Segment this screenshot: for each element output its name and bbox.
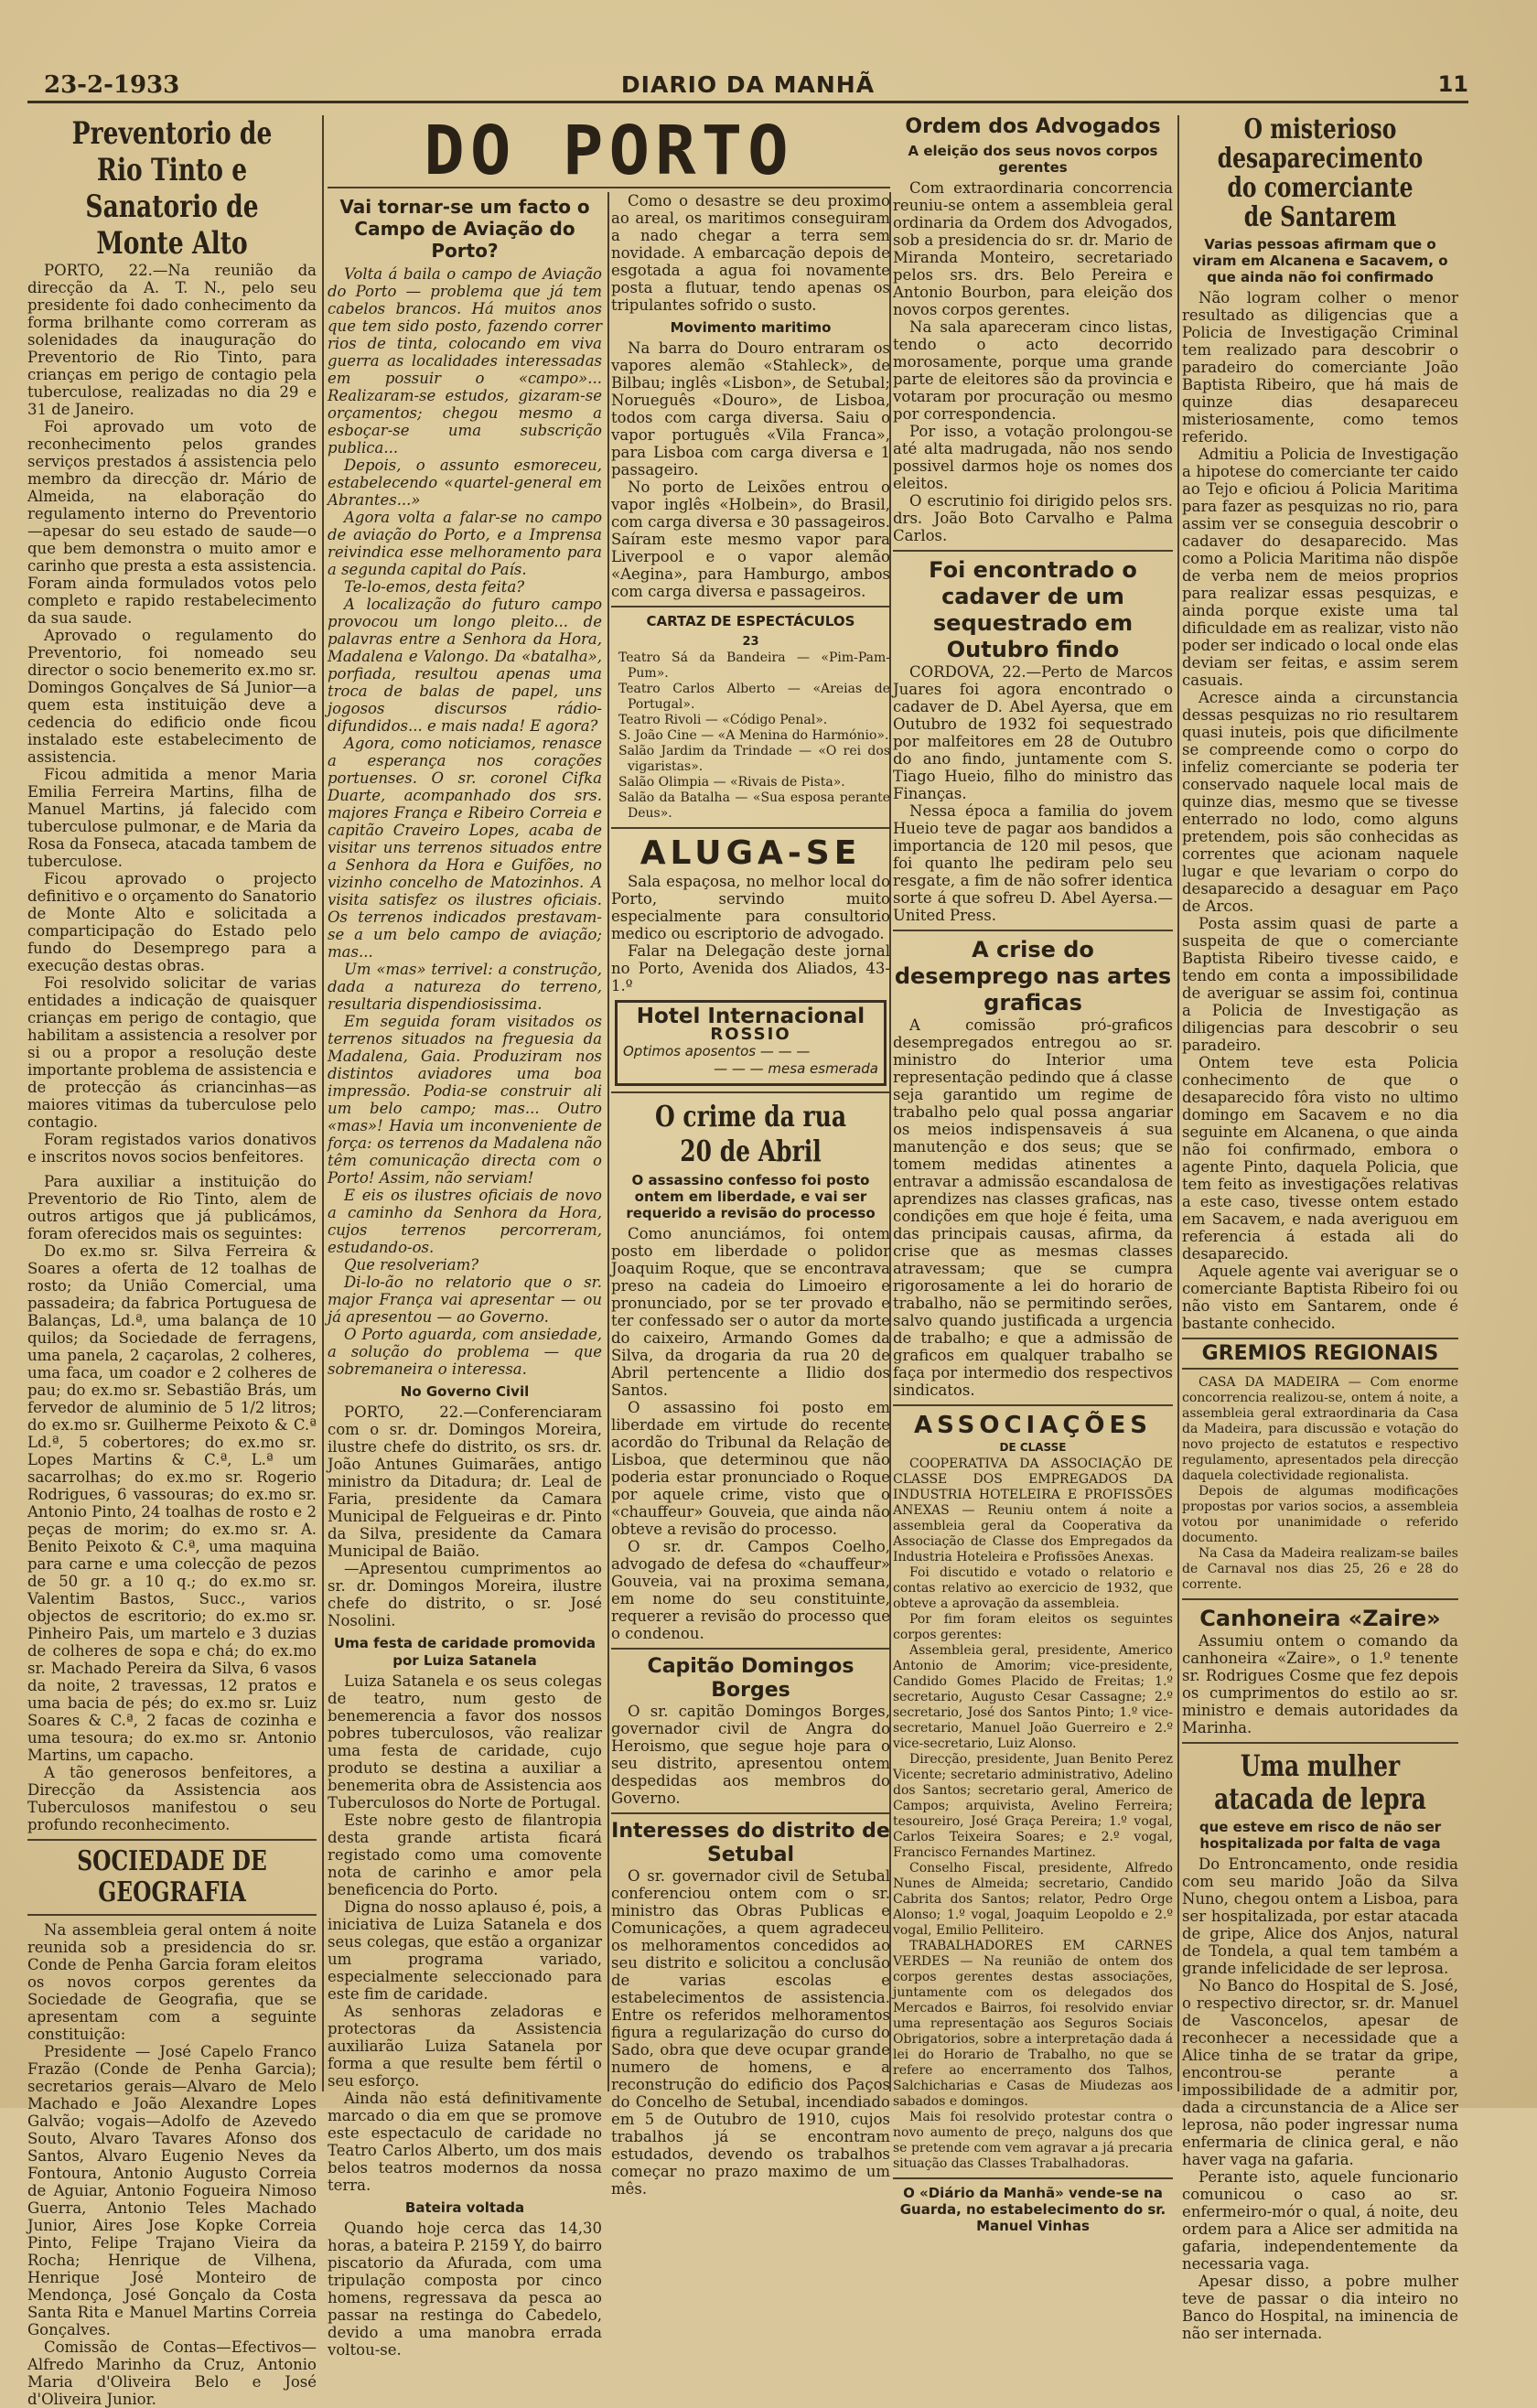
paragraph: Na sala apareceram cinco listas, tendo o acto decorrido morosamente, porque uma grande parte de eleitores são da provincia e votaram por procuração ou mesmo por correspondencia. <box>893 318 1173 423</box>
paragraph: Para auxiliar a instituição do Preventorio de Rio Tinto, alem de outros artigos que já publicámos, foram oferecidos mais os seguintes: <box>27 1173 317 1242</box>
column-rule <box>607 192 609 2091</box>
section-title: GREMIOS REGIONAIS <box>1201 1342 1439 1365</box>
masthead <box>27 64 1468 103</box>
paragraph: A localização do futuro campo provocou um longo pleito... de palavras entre a Senhora da Hora, Madalena e Valongo. Da «batalha», porfiada, resultou apenas uma troca de balas de papel, uns jogosos discursos rádio-difundidos... e mais nada! E agora? <box>328 596 602 735</box>
paragraph: Do Entroncamento, onde residia com seu marido João da Silva Nuno, chegou ontem a Lisboa, para ser hospitalizada, por estar atacada de gripe, Alice dos Anjos, natural de Tondela, a qual tem também a grande infelicidade de ser leprosa. <box>1182 1855 1458 1977</box>
paragraph: Apesar disso, a pobre mulher teve de passar o dia inteiro no Banco do Hospital, na iminencia de não ser internada. <box>1182 2273 1458 2342</box>
article-title: Foi encontrado o cadaver de um sequestrado em Outubro findo <box>929 557 1137 662</box>
newspaper-name: DIARIO DA MANHÃ <box>620 71 876 98</box>
section-heading: CARTAZ DE ESPECTÁCULOS <box>646 613 855 629</box>
section-heading: Uma festa de caridade promovida por Luiza Satanela <box>333 1635 597 1669</box>
divider <box>1182 1368 1458 1370</box>
hotel-line: — — — mesa esmerada <box>714 1060 878 1077</box>
paragraph: Conselho Fiscal, presidente, Alfredo Nunes de Almeida; secretario, Candido Cabrita dos Santos; relator, Pedro Orge Alonso; 1.º vogal, Joaquim Leopoldo e 2.º vogal, Emilio Pelliteiro. <box>893 1861 1173 1938</box>
divider <box>611 606 890 607</box>
article-title: Preventorio de Rio Tinto e Sanatorio de Monte Alto <box>71 115 273 262</box>
paragraph: Ficou aprovado o projecto definitivo e o orçamento do Sanatorio de Monte Alto e solicitada a comparticipação do Estado pelo fundo do Desemprego para a execução destas obras. <box>27 870 317 974</box>
paragraph: O sr. dr. Campos Coelho, advogado de defesa do «chauffeur» Gouveia, vai na proxima semana, em nome do seu constituinte, requerer a revisão do processo que o condenou. <box>611 1538 890 1642</box>
article-title: Uma mulher atacada de lepra <box>1214 1748 1426 1816</box>
paragraph: Sala espaçosa, no melhor local do Porto, servindo muito especialmente para consultorio medico ou escriptorio de advogado. <box>611 873 890 942</box>
paragraph: Com extraordinaria concorrencia reuniu-se ontem a assembleia geral ordinaria da Ordem dos Advogados, sob a presidencia do sr. dr. Mario de Miranda Monteiro, secretariado pelos srs. drs. Belo Pereira e Antonio Bourbon, para eleição dos novos corpos gerentes. <box>893 179 1173 318</box>
article-title: SOCIEDADE DE GEOGRAFIA <box>77 1845 267 1908</box>
paragraph: Este nobre gesto de filantropia desta grande artista ficará registado como uma comovente nota de carinho e amor pela beneficencia do Porto. <box>328 1811 602 1898</box>
paragraph: Na barra do Douro entraram os vapores alemão «Stahleck», de Bilbau; inglês «Lisbon», de Setubal; Norueguês «Douro», de Lisboa, todos com carga diversa. Saiu o vapor português «Vila Franca», para Lisboa com carga diversa e 1 passageiro. <box>611 339 890 478</box>
paragraph: Depois, o assunto esmoreceu, estabelecendo «quartel-general em Abrantes...» <box>328 457 602 509</box>
section-heading: Movimento maritimo <box>670 319 832 336</box>
paragraph: Acresce ainda a circunstancia dessas pesquizas no rio resultarem quasi inuteis, pois que dificilmente se compreende como o corpo do infeliz comerciante se poderia ter conservado naquele local mais de quinze dias, mesmo que se tivesse enterrado no lodo, como alguns pretendem, pois são conhecidas as correntes que acionam naquele lugar e que levariam o corpo do desaparecido a desaguar em Paço de Arcos. <box>1182 689 1458 915</box>
paragraph: Di-lo-ão no relatorio que o sr. major França vai apresentar — ou já apresentou — ao Governo. <box>328 1274 602 1326</box>
paragraph: Nessa época a familia do jovem Hueio teve de pagar aos bandidos a importancia de 120 mil pesos, que foi quanto lhe pediram pelo seu resgate, a fim de não sofrer identica sorte á que sofreu D. Abel Ayersa.—United Press. <box>893 802 1173 924</box>
paragraph: A tão generosos benfeitores, a Direcção da Assistencia aos Tuberculosos manifestou o seu profundo reconhecimento. <box>27 1764 317 1833</box>
section-heading: Bateira voltada <box>404 2199 525 2216</box>
paragraph: E eis os ilustres oficiais de novo a caminho da Senhora da Hora, cujos terrenos percorreram, estudando-os. <box>328 1187 602 1256</box>
divider <box>1182 1338 1458 1339</box>
section-heading: No Governo Civil <box>400 1383 530 1400</box>
divider <box>611 827 890 829</box>
divider <box>611 1648 890 1650</box>
paragraph: Não logram colher o menor resultado as diligencias que a Policia de Investigação Criminal tem realizado para descobrir o paradeiro do comerciante João Baptista Ribeiro, que há mais de quinze dias desapareceu misteriosamente, como temos referido. <box>1182 289 1458 446</box>
section-subtitle: DE CLASSE <box>999 1441 1067 1454</box>
divider <box>1182 1598 1458 1600</box>
paragraph: TRABALHADORES EM CARNES VERDES — Na reunião de ontem dos corpos gerentes destas associações, juntamente com os delegados dos Mercados e Bairros, foi resolvido enviar uma representação aos Seguros Sociais Obrigatorios, sobre a interpretação dada á lei do Horario de Trabalho, no que se refere ao encerramento dos Talhos, Salchicharias e Casas de Miudezas aos sabados e domingos. <box>893 1939 1173 2109</box>
cartaz-entry: Salão Olimpia — «Rivais de Pista». <box>618 775 845 790</box>
paragraph: O sr. governador civil de Setubal conferenciou ontem com o sr. ministro das Obras Publicas e Comunicações, a quem agradeceu os melhoramentos concedidos ao seu distrito e solicitou a conclusão de varias escolas e estabelecimentos de assistencia. Entre os referidos melhoramentos figura a regularização do curso do Sado, obra que deve ocupar grande numero de homens, e a reconstrução do edificio dos Paços do Concelho de Setubal, incendiado em 5 de Outubro de 1910, cujos trabalhos já se encontram estudados, devendo os trabalhos começar no prazo maximo de um mês. <box>611 1867 890 2198</box>
article-title: O misterioso desaparecimento do comerciante de Santarem <box>1217 113 1424 233</box>
cartaz-entry: Teatro Sá da Bandeira — «Pim-Pam-Pum». <box>618 650 890 681</box>
article-subtitle: A eleição dos seus novos corpos gerentes <box>908 143 1158 176</box>
paragraph: Falar na Delegação deste jornal no Porto, Avenida dos Aliados, 43-1.º <box>611 942 890 994</box>
paragraph: Admitiu a Policia de Investigação a hipotese do comerciante ter caido ao Tejo e oficiou á Policia Maritima para fazer as pesquizas no rio, para assim ver se conseguia descobrir o cadaver do desaparecido. Mas como a Policia Maritima não dispõe de verba nem de meios proprios para realizar essas pesquizas, e ainda porque existe uma tal dificuldade em as realizar, visto não poder ser indicado o local onde elas deviam ser feitas, e assim serem casuais. <box>1182 446 1458 689</box>
paragraph: Na Casa da Madeira realizam-se bailes de Carnaval nos dias 25, 26 e 28 do corrente. <box>1182 1546 1458 1592</box>
divider <box>611 1091 890 1093</box>
paragraph: COOPERATIVA DA ASSOCIAÇÃO DE CLASSE DOS EMPREGADOS DA INDUSTRIA HOTELEIRA E PROFISSÕES ANEXAS — Reuniu ontem á noite a assembleia geral da Cooperativa da Associação de Classe dos Empregados da Industria Hoteleira e Profissões Anexas. <box>893 1457 1173 1564</box>
paragraph: Um «mas» terrivel: a construção, dada a natureza do terreno, resultaria dispendiosissima. <box>328 961 602 1013</box>
paragraph: Aquele agente vai averiguar se o comerciante Baptista Ribeiro foi ou não visto em Santarem, onde é bastante conhecido. <box>1182 1263 1458 1332</box>
issue-date: 23-2-1933 <box>44 71 180 99</box>
paragraph: O assassino foi posto em liberdade em virtude do recente acordão do Tribunal da Relação de Lisboa, que determinou que não poderia estar pronunciado o Roque por aquele crime, visto que o «chauffeur» Gouveia, que ainda não obteve a revisão do processo. <box>611 1399 890 1538</box>
paragraph: Mais foi resolvido protestar contra o novo aumento de preço, nalguns dos que se pretende com vem agravar a já precaria situação das Classes Trabalhadoras. <box>893 2110 1173 2171</box>
column-rule <box>322 115 324 2091</box>
column-4 <box>893 115 1173 2234</box>
cartaz-entry: Salão Jardim da Trindade — «O rei dos vigaristas». <box>618 744 890 774</box>
divider <box>893 930 1173 931</box>
paragraph: O sr. capitão Domingos Borges, governador civil de Angra do Heroismo, que segue hoje para o seu distrito, apresentou ontem despedidas aos membros do Governo. <box>611 1703 890 1807</box>
paragraph: O Porto aguarda, com ansiedade, a solução do problema — que sobremaneira o interessa. <box>328 1326 602 1378</box>
paragraph: A comissão pró-graficos desempregados entregou ao sr. ministro do Interior uma representação pedindo que á classe seja garantido um regime de trabalho pelo qual possa angariar os meios indispensaveis á sua manutenção e dos seus; que se tomem medidas atinentes a entravar a admissão escandalosa de aprendizes nas classes graficas, nas condições em que hoje é feita, uma das principais causas, afirma, da crise que as mesmas classes atravessam; que se cumpra rigorosamente a lei do horario de trabalho, não se permitindo serões, salvo quando justificada a urgencia de trabalho; e que a admissão de graficos em qualquer trabalho se faça por intermedio dos respectivos sindicatos. <box>893 1016 1173 1399</box>
article-title: A crise do desemprego nas artes graficas <box>894 937 1172 1016</box>
paragraph: Foi aprovado um voto de reconhecimento pelos grandes serviços prestados á assistencia pelo membro da direcção dr. Mário de Almeida, na elaboração do regulamento interno do Preventorio—apesar do seu estado de saude—o que bem demonstra o muito amor e carinho que presta a esta assistencia. Foram ainda formulados votos pelo completo e rapido restabelecimento da sua saude. <box>27 418 317 627</box>
paragraph: —Apresentou cumprimentos ao sr. dr. Domingos Moreira, ilustre chefe do distrito, o sr. José Nosolini. <box>328 1560 602 1629</box>
divider <box>1182 1742 1458 1744</box>
cartaz-day: 23 <box>742 635 759 649</box>
section-banner: DO PORTO <box>328 115 890 188</box>
divider <box>893 1404 1173 1406</box>
paragraph: Agora, como noticiamos, renasce a esperança nos corações portuenses. O sr. coronel Cifka Duarte, acompanhado dos srs. majores França e Ribeiro Correia e capitão Craveiro Lopes, acaba de visitar uns terrenos situados entre a Senhora da Hora e Guifões, no vizinho concelho de Matozinhos. A visita satisfez os ilustres oficiais. Os terrenos indicados prestavam-se a um belo campo de aviação; mas... <box>328 735 602 961</box>
paragraph: Do ex.mo sr. Silva Ferreira & Soares a oferta de 12 toalhas de rosto; da União Comercial, uma passadeira; da fabrica Portuguesa de Balanças, Ld.ª, uma balança de 10 quilos; da Sociedade de ferragens, uma panela, 2 caçarolas, 2 colheres, uma faca, um coador e 2 colheres de pau; do ex.mo sr. Sebastião Brás, um fervedor de aluminio de 5 1/2 litros; do ex.mo sr. Guilherme Peixoto & C.ª Ld.ª, 5 cobertores; do ex.mo sr. Lopes Martins & C.ª, L.ª um sacarrolhas; do ex.mo sr. Rogerio Rodrigues, 6 vassouras; do ex.mo sr. Antonio Pinto, 24 toalhas de rosto e 2 peças de morim; do ex.mo sr. A. Benito Peixoto & C.ª, uma maquina para carne e uma colecção de pezos de 50 gr. a 10 q.; do ex.mo sr. Valentim Bastos, Succ., varios objectos de escritorio; do ex.mo sr. Pinheiro Pais, um martelo e 3 duzias de colheres de sopa e chá; do ex.mo sr. Machado Pereira da Silva, 6 vasos da noite, 2 travessas, 12 pratos e uma bacia de pés; do ex.mo sr. Luiz Soares & C.ª, 2 facas de cozinha e uma tesoura; do ex.mo sr. Antonio Martins, um capacho. <box>27 1242 317 1764</box>
paragraph: No porto de Leixões entrou o vapor inglês «Holbein», do Brasil, com carga diversa e 30 passageiros. Saíram este mesmo vapor para Liverpool e o vapor alemão «Aegina», para Hamburgo, ambos com carga diversa e passageiros. <box>611 478 890 600</box>
column-rule <box>1177 115 1179 2091</box>
page-number: 11 <box>1437 71 1468 97</box>
divider <box>893 2177 1173 2179</box>
paragraph: Como anunciámos, foi ontem posto em liberdade o polidor Joaquim Roque, que se encontrava preso na cadeia do Limoeiro e pronunciado, por se ter provado e ter confessado ser o autor da morte do caixeiro, Armando Gomes da Silva, da drogaria da rua 20 de Abril pertencente a Ilidio dos Santos. <box>611 1225 890 1399</box>
paragraph: Perante isto, aquele funcionario comunicou o caso ao sr. enfermeiro-mór o qual, á noite, deu ordem para a Alice ser admitida na gafaria, independentemente da necessaria vaga. <box>1182 2168 1458 2273</box>
article-title: Canhoneira «Zaire» <box>1199 1606 1441 1631</box>
article-subtitle: Varias pessoas afirmam que o viram em Alcanena e Sacavem, o que ainda não foi confirmado <box>1192 236 1448 285</box>
paragraph: Posta assim quasi de parte a suspeita de que o comerciante Baptista Ribeiro tivesse caido, e tendo em conta a impossibilidade de averiguar se assim foi, continua a Policia de Investigação as diligencias para descobrir o seu paradeiro. <box>1182 915 1458 1054</box>
paragraph: Volta á baila o campo de Aviação do Porto — problema que já tem cabelos brancos. Há muitos anos que tem sido posto, fazendo correr rios de tinta, colocando em viva guerra as localidades interessadas em possuir o «campo»... Realizaram-se estudos, gizaram-se orçamentos; chegou mesmo a esboçar-se uma subscrição publica... <box>328 265 602 457</box>
paragraph: Foi resolvido solicitar de varias entidades a indicação de quaisquer crianças em perigo de contagio, que habilitam a assistencia a resolver por si ou a propor a resolução deste importante problema de assistencia e de protecção ás criancinhas—as maiores vitimas da tuberculose pelo contagio. <box>27 974 317 1131</box>
paragraph: Foram registados varios donativos e inscritos novos socios benfeitores. <box>27 1131 317 1166</box>
article-subtitle: que esteve em risco de não ser hospitalizada por falta de vaga <box>1198 1819 1442 1852</box>
paragraph: PORTO, 22.—Na reunião da direcção da A. T. N., pelo seu presidente foi dado conhecimento da forma brilhante como correram as solenidades da inauguração do Preventorio de Rio Tinto, para crianças em perigo de contagio pela tuberculose, realizadas no dia 29 e 31 de Janeiro. <box>27 262 317 418</box>
column-1 <box>27 115 317 2408</box>
paragraph: Presidente — José Capelo Franco Frazão (Conde de Penha Garcia); secretarios gerais—Alvaro de Melo Machado e João Alexandre Lopes Galvão; vogais—Adolfo de Azevedo Souto, Alvaro Tavares Afonso dos Santos, Alvaro Eugenio Neves da Fontoura, Antonio Augusto Correia de Aguiar, Antonio Fogueira Nimoso Guerra, Antonio Teles Machado Junior, Aires Jose Kopke Correia Pinto, Felipe Trajano Vieira da Rocha; Henrique de Vilhena, Henrique José Monteiro de Mendonça, José Gonçalo da Costa Santa Rita e Manuel Martins Correia Gonçalves. <box>27 2043 317 2338</box>
article-title: Ordem dos Advogados <box>905 115 1161 138</box>
paragraph: Assumiu ontem o comando da canhoneira «Zaire», o 1.º tenente sr. Rodrigues Cosme que fez depois os cumprimentos do estilo ao sr. ministro e demais autoridades da Marinha. <box>1182 1632 1458 1736</box>
paragraph: Por fim foram eleitos os seguintes corpos gerentes: <box>893 1612 1173 1642</box>
paragraph: Luiza Satanela e os seus colegas de teatro, num gesto de benemerencia a favor dos nossos pobres tuberculosos, vão realizar uma festa de caridade, cujo produto se destina a auxiliar a benemerita obra de Assistencia aos Tuberculosos do Norte de Portugal. <box>328 1672 602 1811</box>
paragraph: Aprovado o regulamento do Preventorio, foi nomeado seu director o socio benemerito ex.mo sr. Domingos Gonçalves de Sá Junior—a quem esta instituição deve a cedencia do edificio onde ficou instalado este estabelecimento de assistencia. <box>27 627 317 766</box>
paragraph: Direcção, presidente, Juan Benito Perez Vicente; secretario administrativo, Adelino dos Santos; secretario geral, Americo de Campos; arquivista, Avelino Ferreira; tesoureiro, José Graça Pereira; 1.º vogal, Carlos Teixeira Soares; e 2.º vogal, Francisco Fernandes Martinez. <box>893 1752 1173 1860</box>
divider <box>27 1914 317 1916</box>
paragraph: Agora volta a falar-se no campo de aviação do Porto, e a Imprensa reivindica esse melhoramento para a segunda capital do País. <box>328 509 602 578</box>
paragraph: Que resolveriam? <box>344 1256 479 1274</box>
hotel-line: Optimos aposentos — — — <box>623 1043 811 1059</box>
column-3 <box>611 192 890 2198</box>
cartaz-entry: Salão da Batalha — «Sua esposa perante Deus». <box>618 790 890 821</box>
divider <box>893 550 1173 552</box>
paragraph: Como o desastre se deu proximo ao areal, os maritimos conseguiram a nado chegar a terra sem novidade. A embarcação depois de esgotada a agua foi novamente posta a flutuar, tendo apenas os tripulantes sofrido o susto. <box>611 192 890 314</box>
column-5 <box>1182 113 1458 2342</box>
hotel-place: ROSSIO <box>710 1025 791 1044</box>
paragraph: Foi discutido e votado o relatorio e contas relativo ao exercicio de 1932, que obteve a aprovação da assembleia. <box>893 1565 1173 1611</box>
article-title: O crime da rua 20 de Abril <box>654 1099 847 1168</box>
paragraph: Ficou admitida a menor Maria Emilia Ferreira Martins, filha de Manuel Martins, já falecido com tuberculose pulmonar, e de Maria da Rosa da Fonseca, atacada tambem de tuberculose. <box>27 766 317 870</box>
hotel-ad <box>615 1000 887 1086</box>
paragraph: Na assembleia geral ontem á noite reunida sob a presidencia do sr. Conde de Penha Garcia foram eleitos os novos corpos gerentes da Sociedade de Geografia, que se apresentam com a seguinte constituição: <box>27 1921 317 2043</box>
paragraph: Depois de algumas modificações propostas por varios socios, a assembleia votou por unanimidade o referido documento. <box>1182 1484 1458 1545</box>
paragraph: As senhoras zeladoras e protectoras da Assistencia auxiliarão Luiza Satanela por forma a que resulte bem fértil o seu esforço. <box>328 2003 602 2090</box>
hotel-name: Hotel Internacional <box>636 1005 865 1028</box>
notice: O «Diário da Manhã» vende-se na Guarda, no estabelecimento do sr. Manuel Vinhas <box>899 2185 1166 2234</box>
cartaz-entry: S. João Cine — «A Menina do Harmónio». <box>618 728 889 743</box>
article-title: Capitão Domingos Borges <box>647 1655 854 1702</box>
paragraph: CASA DA MADEIRA — Com enorme concorrencia realizou-se, ontem á noite, a assembleia geral extraordinaria da Casa da Madeira, para discussão e votação do novo projecto de estatutos e respectivo regulamento, apresentados pela direcção daquela colectividade regionalista. <box>1182 1375 1458 1483</box>
paragraph: Assembleia geral, presidente, Americo Antonio de Amorim; vice-presidente, Candido Gomes Placido de Freitas; 1.º secretario, Augusto Cesar Cassagne; 2.º secretario, José dos Santos Pinto; 1.º vice-secretario, Manuel João Guerreiro e 2.º vice-secretario, Luiz Alonso. <box>893 1643 1173 1751</box>
column-2 <box>328 192 602 2359</box>
paragraph: O escrutinio foi dirigido pelos srs. drs. João Boto Carvalho e Palma Carlos. <box>893 492 1173 544</box>
paragraph: CORDOVA, 22.—Perto de Marcos Juares foi agora encontrado o cadaver de D. Abel Ayersa, que em Outubro de 1932 foi sequestrado por malfeitores em 28 de Outubro do ano findo, juntamente com S. Tiago Hueio, filho do ministro das Finanças. <box>893 663 1173 802</box>
paragraph: Digna do nosso aplauso é, pois, a iniciativa de Luiza Satanela e dos seus colegas, que estão a organizar um programa variado, especialmente seleccionado para este fim de caridade. <box>328 1898 602 2003</box>
article-title: Interesses do distrito de Setubal <box>611 1820 890 1866</box>
paragraph: Comissão de Contas—Efectivos—Alfredo Marinho da Cruz, Antonio Maria d'Oliveira Belo e José d'Oliveira Junior. <box>27 2338 317 2408</box>
paragraph: Em seguida foram visitados os terrenos situados na freguesia da Madalena, Gaia. Produziram nos distintos aviadores uma boa impressão. Podia-se construir ali um belo campo; mas... Outro «mas»! Havia um inconveniente de força: os terrenos da Madalena não têm comunicação directa com o Porto! Assim, não serviam! <box>328 1013 602 1187</box>
divider <box>27 1839 317 1841</box>
article-title: Vai tornar-se um facto o Campo de Aviação do Porto? <box>339 196 590 262</box>
divider <box>611 1812 890 1814</box>
paragraph: Por isso, a votação prolongou-se até alta madrugada, não nos sendo possivel darmos hoje os nomes dos eleitos. <box>893 423 1173 492</box>
article-subtitle: O assassino confesso foi posto ontem em liberdade, e vai ser requerido a revisão do processo <box>626 1172 876 1221</box>
ad-title: ALUGA-SE <box>640 834 862 872</box>
paragraph: No Banco do Hospital de S. José, o respectivo director, sr. dr. Manuel de Vasconcelos, apesar de reconhecer a necessidade que a Alice tinha de se tratar da gripe, encontrou-se perante a impossibilidade de a admitir por, dada a circunstancia de a Alice ser leprosa, não poder ingressar numa enfermaria de clinica geral, e não haver vaga na gafaria. <box>1182 1977 1458 2168</box>
paragraph: PORTO, 22.—Conferenciaram com o sr. dr. Domingos Moreira, ilustre chefe do distrito, os srs. dr. João Antunes Guimarães, antigo ministro da Ditadura; dr. Leal de Faria, presidente da Camara Municipal de Felgueiras e dr. Pinto da Silva, presidente da Camara Municipal de Baião. <box>328 1403 602 1560</box>
paragraph: Quando hoje cerca das 14,30 horas, a bateira P. 2159 Y, do bairro piscatorio da Afurada, com uma tripulação composta por cinco homens, regressava da pesca ao passar na restinga do Cabedelo, devido a uma manobra errada voltou-se. <box>328 2220 602 2359</box>
paragraph: Ontem teve esta Policia conhecimento de que o desaparecido fôra visto no ultimo domingo em Sacavem e no dia seguinte em Alcanena, o que ainda não foi confirmado, embora o agente Pinto, daquela Policia, que tem feito as investigações relativas a este caso, tivesse ontem estado em Sacavem, e nada averiguou em referencia á estada ali do desaparecido. <box>1182 1054 1458 1263</box>
cartaz-entry: Teatro Rivoli — «Código Penal». <box>618 713 828 727</box>
cartaz-entry: Teatro Carlos Alberto — «Areias de Portugal». <box>618 682 890 712</box>
paragraph: Ainda não está definitivamente marcado o dia em que se promove este espectaculo de caridade no Teatro Carlos Alberto, um dos mais belos teatros modernos da nossa terra. <box>328 2090 602 2194</box>
paragraph: Te-lo-emos, desta feita? <box>344 578 525 596</box>
section-title: ASSOCIAÇÕES <box>913 1412 1153 1439</box>
